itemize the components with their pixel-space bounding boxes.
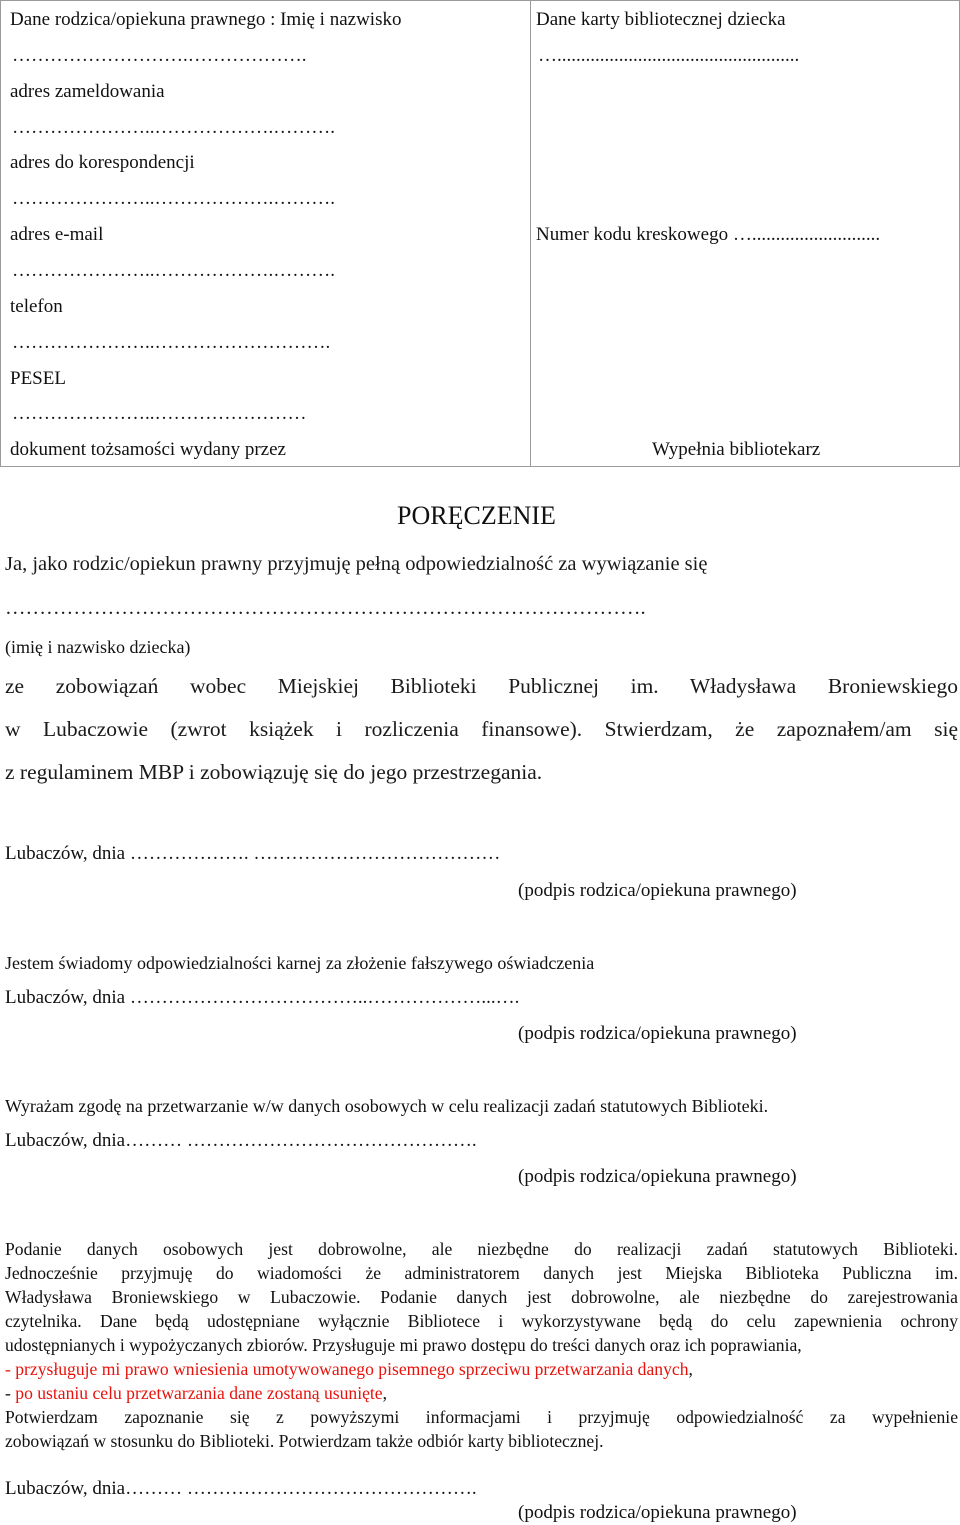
- guarantee-line-4: w Lubaczowie (zwrot książek i rozliczenia finansowe). Stwierdzam, że zapoznałem/am się: [5, 717, 958, 741]
- librarian-note: Wypełnia bibliotekarz: [652, 439, 821, 460]
- parent-name-label: Dane rodzica/opiekuna prawnego : Imię i nazwisko: [10, 9, 402, 30]
- info-line-7-end: ,: [382, 1383, 388, 1403]
- correspondence-address-label: adres do korespondencji: [10, 152, 195, 173]
- parent-name-field[interactable]: ……………………….……………….: [12, 45, 307, 66]
- objection-right: - przysługuje mi prawo wniesienia umotywowanego pisemnego sprzeciwu przetwarzania danych: [5, 1359, 689, 1379]
- signature-caption-3: (podpis rodzica/opiekuna prawnego): [518, 1166, 797, 1187]
- correspondence-address-field[interactable]: …………………..……………….……….: [12, 188, 335, 209]
- page-title-text: PORĘCZENIE: [397, 501, 556, 530]
- info-line-1: Podanie danych osobowych jest dobrowolne, ale niezbędne do realizacji zadań statutowych Biblioteki.: [5, 1239, 958, 1259]
- registered-address-label: adres zameldowania: [10, 81, 165, 102]
- signature-caption-2: (podpis rodzica/opiekuna prawnego): [518, 1023, 797, 1044]
- info-line-9: zobowiązań w stosunku do Biblioteki. Potwierdzam także odbiór karty bibliotecznej.: [5, 1431, 604, 1451]
- phone-field[interactable]: …………………..……………………….: [12, 332, 331, 353]
- signature-caption-1: (podpis rodzica/opiekuna prawnego): [518, 880, 797, 901]
- date-field-1[interactable]: Lubaczów, dnia ………………. …………………………………: [5, 843, 501, 864]
- child-name-field[interactable]: ………………………………………………………………………………….: [5, 597, 646, 619]
- info-line-7: [5, 1381, 958, 1405]
- library-card-label: Dane karty bibliotecznej dziecka: [536, 9, 786, 30]
- info-line-6: [5, 1357, 958, 1381]
- column-divider: [530, 1, 531, 466]
- deletion-notice: po ustaniu celu przetwarzania dane zostaną usunięte: [15, 1383, 383, 1403]
- info-line-7-dash: -: [5, 1383, 16, 1403]
- guarantee-line-1: Ja, jako rodzic/opiekun prawny przyjmuję pełną odpowiedzialność za wywiązanie się: [5, 553, 708, 575]
- email-field[interactable]: …………………..……………….……….: [12, 260, 335, 281]
- info-line-5: udostępnianych i wypożyczanych zbiorów. Przysługuje mi prawo dostępu do treści danych oraz ich poprawiania,: [5, 1335, 802, 1355]
- date-field-2[interactable]: Lubaczów, dnia ………………………………..………………...….: [5, 987, 520, 1008]
- info-line-3: Władysława Broniewskiego w Lubaczowie. Podanie danych jest dobrowolne, ale niezbędne do zarejestrowania: [5, 1287, 958, 1307]
- pesel-field[interactable]: …………………..……………………: [12, 403, 307, 424]
- id-document-label: dokument tożsamości wydany przez: [10, 439, 286, 460]
- page-title: [0, 500, 960, 532]
- pesel-label: PESEL: [10, 368, 66, 389]
- date-field-4[interactable]: Lubaczów, dnia……… ……………………………………….: [5, 1478, 477, 1499]
- date-field-3[interactable]: Lubaczów, dnia……… ……………………………………….: [5, 1130, 477, 1151]
- registered-address-field[interactable]: …………………..……………….……….: [12, 117, 335, 138]
- info-line-6-end: ,: [688, 1359, 693, 1379]
- consent-statement: Wyrażam zgodę na przetwarzanie w/w danych osobowych w celu realizacji zadań statutowych Biblioteki.: [5, 1096, 769, 1116]
- liability-statement: Jestem świadomy odpowiedzialności karnej za złożenie fałszywego oświadczenia: [5, 953, 595, 973]
- form-table: [0, 0, 960, 467]
- child-name-caption: (imię i nazwisko dziecka): [5, 637, 191, 657]
- library-card-field[interactable]: …...................................................: [538, 45, 800, 66]
- phone-label: telefon: [10, 296, 63, 317]
- signature-caption-4: (podpis rodzica/opiekuna prawnego): [518, 1502, 797, 1523]
- guarantee-line-5: z regulaminem MBP i zobowiązuję się do jego przestrzegania.: [5, 760, 543, 784]
- email-label: adres e-mail: [10, 224, 104, 245]
- info-line-2: Jednocześnie przyjmuję do wiadomości że administratorem danych jest Miejska Biblioteka Publiczna im.: [5, 1263, 958, 1283]
- info-line-8: Potwierdzam zapoznanie się z powyższymi informacjami i przyjmuję odpowiedzialność za wypełnienie: [5, 1407, 958, 1427]
- barcode-label[interactable]: Numer kodu kreskowego …...........................: [536, 224, 881, 245]
- info-line-4: czytelnika. Dane będą udostępniane wyłącznie Bibliotece i wykorzystywane będą do celu zapewnienia ochrony: [5, 1311, 958, 1331]
- guarantee-line-3: ze zobowiązań wobec Miejskiej Biblioteki Publicznej im. Władysława Broniewskiego: [5, 674, 958, 698]
